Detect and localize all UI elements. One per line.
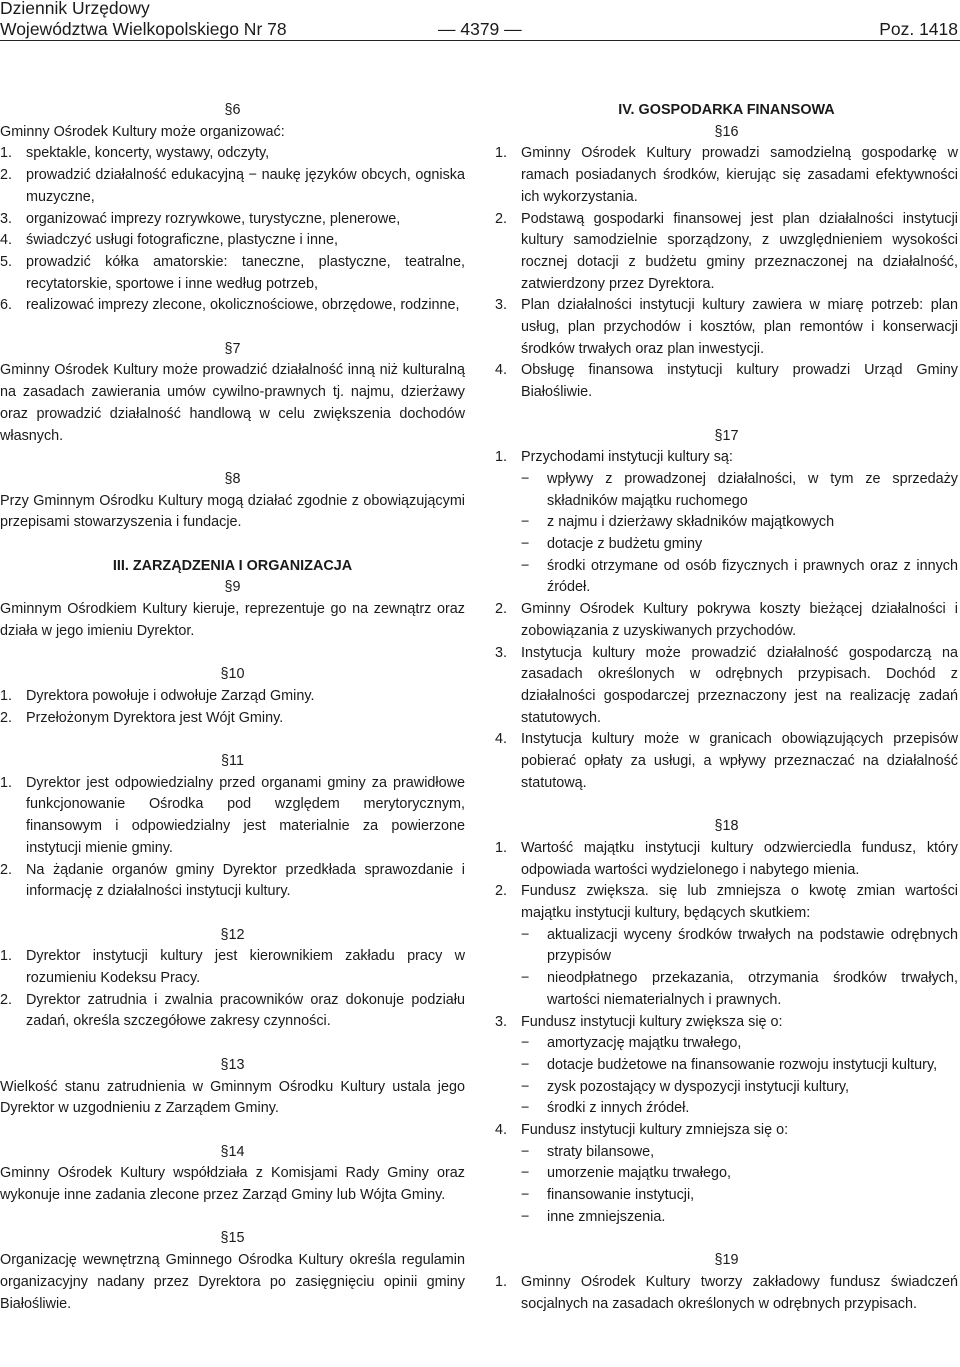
dash-item: − środki otrzymane od osób fizycznych i prawnych oraz z innych źródeł. [521,557,958,596]
list-item: 3. organizować imprezy rozrywkowe, turystyczne, plenerowe, [0,210,401,227]
section-title: §8 [224,470,241,487]
list-item: 2. Fundusz zwiększa. się lub zmniejsza o kwotę zmian wartości majątku instytucji kultury, będących skutkiem: [495,883,958,921]
section-title: §18 [714,818,739,835]
position-number: Poz. 1418 [879,19,958,39]
list-item: 1. Gminny Ośrodek Kultury prowadzi samodzielną gospodarkę w ramach posiadanych środków, kierując się zasadami efektywności ich wykorzystania. [495,145,958,205]
section-text: Organizację wewnętrzną Gminnego Ośrodka Kultury określa regulamin organizacyjny nadany przez Dyrektora po zasięgnięciu opinii gminy Białośliwie. [0,1252,465,1312]
dash-item: − dotacje budżetowe na finansowanie rozwoju instytucji kultury, [521,1056,938,1073]
list-item: 2. Podstawą gospodarki finansowej jest plan działalności instytucji kultury samodzielnie sporządzony, z uwzględnieniem wysokości rocznej dotacji z budżetu gminy przeznaczonej na działalność, zatwierdzony przez Dyrektora. [495,210,958,292]
journal-title: Dziennik Urzędowy [0,0,150,18]
section-text: Gminny Ośrodek Kultury współdziała z Komisjami Rady Gminy oraz wykonuje inne zadania zlecone przez Zarząd Gminy lub Wójta Gminy. [0,1165,465,1204]
dash-item: − inne zmniejszenia. [521,1208,666,1225]
section-text: Wielkość stanu zatrudnienia w Gminnym Ośrodku Kultury ustala jego Dyrektor w uzgodnieniu z Zarządem Gminy. [0,1078,465,1117]
dash-item: − amortyzację majątku trwałego, [521,1035,742,1052]
dash-item: − finansowanie instytucji, [521,1187,695,1204]
list-item: 1. Wartość majątku instytucji kultury odzwierciedla fundusz, który odpowiada wartości wydzielonego i nabytego mienia. [495,839,958,878]
list-item: 2. prowadzić działalność edukacyjną − naukę języków obcych, ogniska muzyczne, [0,167,465,205]
right-column [495,100,958,1315]
left-column [0,100,465,1315]
list-item: 4. Obsługę finansowa instytucji kultury prowadzi Urząd Gminy Białośliwie. [495,362,958,401]
list-item: 3. Plan działalności instytucji kultury zawiera w miarę potrzeb: plan usług, plan przychodów i kosztów, plan remontów i konserwacji środków trwałych oraz plan inwestycji. [495,297,958,357]
page-header [0,0,960,41]
section-text: Gminny Ośrodek Kultury może prowadzić działalność inną niż kulturalną na zasadach zawierania umów cywilno-prawnych tj. najmu, dzierżawy oraz prowadzić działalność handlową w celu zwiększenia dochodów własnych. [0,362,465,444]
list-item: 4. świadczyć usługi fotograficzne, plastyczne i inne, [0,232,338,249]
dash-item: − umorzenie majątku trwałego, [521,1165,731,1182]
section-title: §14 [220,1143,245,1160]
section-title: §10 [220,666,245,683]
list-item: 1. Dyrektor jest odpowiedzialny przed organami gminy za prawidłowe funkcjonowanie Ośrodka pod względem merytorycznym, finansowym i odpowiedzialny jest materialnie za powierzone instytucji mienie gminy. [0,774,465,856]
section-title: §16 [714,123,739,140]
section-title: §15 [220,1230,245,1247]
list-item: 6. realizować imprezy zlecone, okolicznościowe, obrzędowe, rodzinne, [0,297,460,314]
list-item: 1. Dyrektor instytucji kultury jest kierownikiem zakładu pracy w rozumieniu Kodeksu Pracy. [0,948,465,987]
dash-item: − środki z innych źródeł. [521,1100,690,1117]
section-title: §11 [221,753,244,770]
section-intro: Gminny Ośrodek Kultury może organizować: [0,123,285,140]
dash-item: − straty bilansowe, [521,1143,655,1160]
section-title: §12 [220,926,245,943]
page-number: — 4379 — [438,19,522,39]
list-item: 5. prowadzić kółka amatorskie: taneczne, plastyczne, teatralne, recytatorskie, sportowe i inne według potrzeb, [0,253,465,292]
section-text: Gminnym Ośrodkiem Kultury kieruje, reprezentuje go na zewnątrz oraz działa w jego imieniu Dyrektor. [0,601,465,639]
dash-item: − zysk pozostający w dyspozycji instytucji kultury, [521,1078,850,1095]
list-item: 2. Przełożonym Dyrektora jest Wójt Gminy. [0,709,284,726]
list-item: 3. Instytucja kultury może prowadzić działalność gospodarczą na zasadach określonych w odrębnych przypisach. Dochód z działalności gospodarczej przeznaczony jest na realizację zadań statutowych. [495,644,958,726]
dash-item: − aktualizacji wyceny środków trwałych na podstawie odrębnych przypisów [521,926,958,965]
list-item: 2. Gminny Ośrodek Kultury pokrywa koszty bieżącej działalności i zobowiązania z uzyskiwanych przychodów. [495,601,958,639]
list-item: 1. Przychodami instytucji kultury są: [495,449,733,466]
list-item: 4. Instytucja kultury może w granicach obowiązujących przepisów pobierać opłaty za usługi, a wpływy przeznaczać na działalność statutową. [495,731,958,791]
section-title: §19 [714,1252,739,1269]
section-text: Przy Gminnym Ośrodku Kultury mogą działać zgodnie z obowiązującymi przepisami stowarzyszenia i fundacje. [0,492,465,531]
section-title: §7 [224,340,241,357]
section-title: §9 [224,579,241,596]
dash-item: − z najmu i dzierżawy składników majątkowych [521,514,835,531]
dash-item: − dotacje z budżetu gminy [521,536,703,553]
journal-issue: Województwa Wielkopolskiego Nr 78 [0,19,287,39]
list-item: 2. Dyrektor zatrudnia i zwalnia pracowników oraz dokonuje podziału zadań, określa szczegółowe zakresy czynności. [0,991,465,1030]
section-title: §6 [224,102,241,118]
list-item: 1. Gminny Ośrodek Kultury tworzy zakładowy fundusz świadczeń socjalnych na zasadach określonych w odrębnych przypisach. [495,1273,958,1312]
chapter-heading: III. ZARZĄDZENIA I ORGANIZACJA [112,557,353,574]
list-item: 3. Fundusz instytucji kultury zwiększa się o: [495,1013,783,1030]
dash-item: − nieodpłatnego przekazania, otrzymania środków trwałych, wartości niematerialnych i prawnych. [521,970,958,1008]
list-item: 2. Na żądanie organów gminy Dyrektor przedkłada sprawozdanie i informację z działalności instytucji kultury. [0,861,465,900]
section-title: §13 [220,1056,245,1073]
chapter-heading: IV. GOSPODARKA FINANSOWA [618,102,835,118]
list-item: 1. spektakle, koncerty, wystawy, odczyty, [0,145,270,162]
section-title: §17 [714,427,739,444]
dash-item: − wpływy z prowadzonej działalności, w tym ze sprzedaży składników majątku ruchomego [521,470,958,509]
list-item: 4. Fundusz instytucji kultury zmniejsza się o: [495,1122,789,1139]
list-item: 1. Dyrektora powołuje i odwołuje Zarząd Gminy. [0,687,315,704]
